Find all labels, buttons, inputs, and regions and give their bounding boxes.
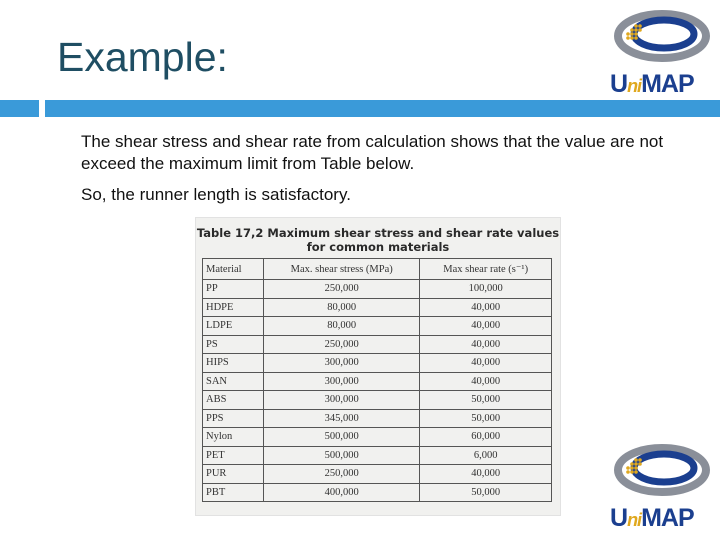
shear-stress-cell: 400,000 xyxy=(264,483,420,502)
shear-stress-cell: 500,000 xyxy=(264,428,420,447)
material-cell: HIPS xyxy=(203,354,264,373)
shear-stress-cell: 250,000 xyxy=(264,335,420,354)
table-row xyxy=(203,428,552,447)
table-row xyxy=(203,354,552,373)
shear-stress-cell: 250,000 xyxy=(264,280,420,299)
title-rule-short xyxy=(0,100,39,117)
material-cell: ABS xyxy=(203,391,264,410)
column-header: Max shear rate (s⁻¹) xyxy=(420,259,552,280)
table-row xyxy=(203,280,552,299)
shear-rate-cell: 40,000 xyxy=(420,317,552,336)
shear-stress-cell: 300,000 xyxy=(264,354,420,373)
material-cell: PP xyxy=(203,280,264,299)
body-paragraph: The shear stress and shear rate from calculation shows that the value are not exceed the maximum limit from Table below. xyxy=(81,132,664,173)
unimap-wordmark: UniMAP xyxy=(610,70,694,98)
table-row xyxy=(203,446,552,465)
unimap-emblem-icon xyxy=(608,8,716,70)
shear-rate-cell: 50,000 xyxy=(420,483,552,502)
shear-limits-table-figure xyxy=(195,217,561,516)
table-row xyxy=(203,298,552,317)
shear-rate-cell: 6,000 xyxy=(420,446,552,465)
shear-stress-cell: 345,000 xyxy=(264,409,420,428)
material-cell: Nylon xyxy=(203,428,264,447)
material-cell: PUR xyxy=(203,465,264,484)
unimap-logo xyxy=(608,8,716,106)
table-row xyxy=(203,483,552,502)
unimap-wordmark: UniMAP xyxy=(610,504,694,532)
table-row xyxy=(203,372,552,391)
shear-stress-cell: 80,000 xyxy=(264,317,420,336)
table-header-row xyxy=(203,259,552,280)
material-cell: SAN xyxy=(203,372,264,391)
material-cell: PBT xyxy=(203,483,264,502)
shear-rate-cell: 100,000 xyxy=(420,280,552,299)
table-row xyxy=(203,317,552,336)
column-header: Material xyxy=(203,259,264,280)
table-row xyxy=(203,335,552,354)
material-cell: PET xyxy=(203,446,264,465)
slide-body xyxy=(81,131,691,215)
unimap-emblem-icon xyxy=(608,442,716,504)
material-cell: PPS xyxy=(203,409,264,428)
shear-rate-cell: 40,000 xyxy=(420,465,552,484)
shear-rate-cell: 50,000 xyxy=(420,391,552,410)
shear-rate-cell: 40,000 xyxy=(420,298,552,317)
shear-stress-cell: 300,000 xyxy=(264,391,420,410)
shear-rate-cell: 60,000 xyxy=(420,428,552,447)
table-row xyxy=(203,409,552,428)
body-paragraph: So, the runner length is satisfactory. xyxy=(81,185,351,204)
shear-rate-cell: 50,000 xyxy=(420,409,552,428)
shear-stress-cell: 500,000 xyxy=(264,446,420,465)
shear-rate-cell: 40,000 xyxy=(420,354,552,373)
shear-stress-cell: 300,000 xyxy=(264,372,420,391)
shear-stress-cell: 80,000 xyxy=(264,298,420,317)
material-cell: HDPE xyxy=(203,298,264,317)
unimap-logo xyxy=(608,442,716,540)
table-row xyxy=(203,391,552,410)
table-caption: Table 17,2 Maximum shear stress and shear rate values for common materials xyxy=(196,226,560,254)
shear-stress-cell: 250,000 xyxy=(264,465,420,484)
slide-title: Example: xyxy=(57,34,228,80)
column-header: Max. shear stress (MPa) xyxy=(264,259,420,280)
material-cell: PS xyxy=(203,335,264,354)
material-cell: LDPE xyxy=(203,317,264,336)
table-row xyxy=(203,465,552,484)
shear-rate-cell: 40,000 xyxy=(420,335,552,354)
shear-limits-table xyxy=(202,258,552,502)
shear-rate-cell: 40,000 xyxy=(420,372,552,391)
